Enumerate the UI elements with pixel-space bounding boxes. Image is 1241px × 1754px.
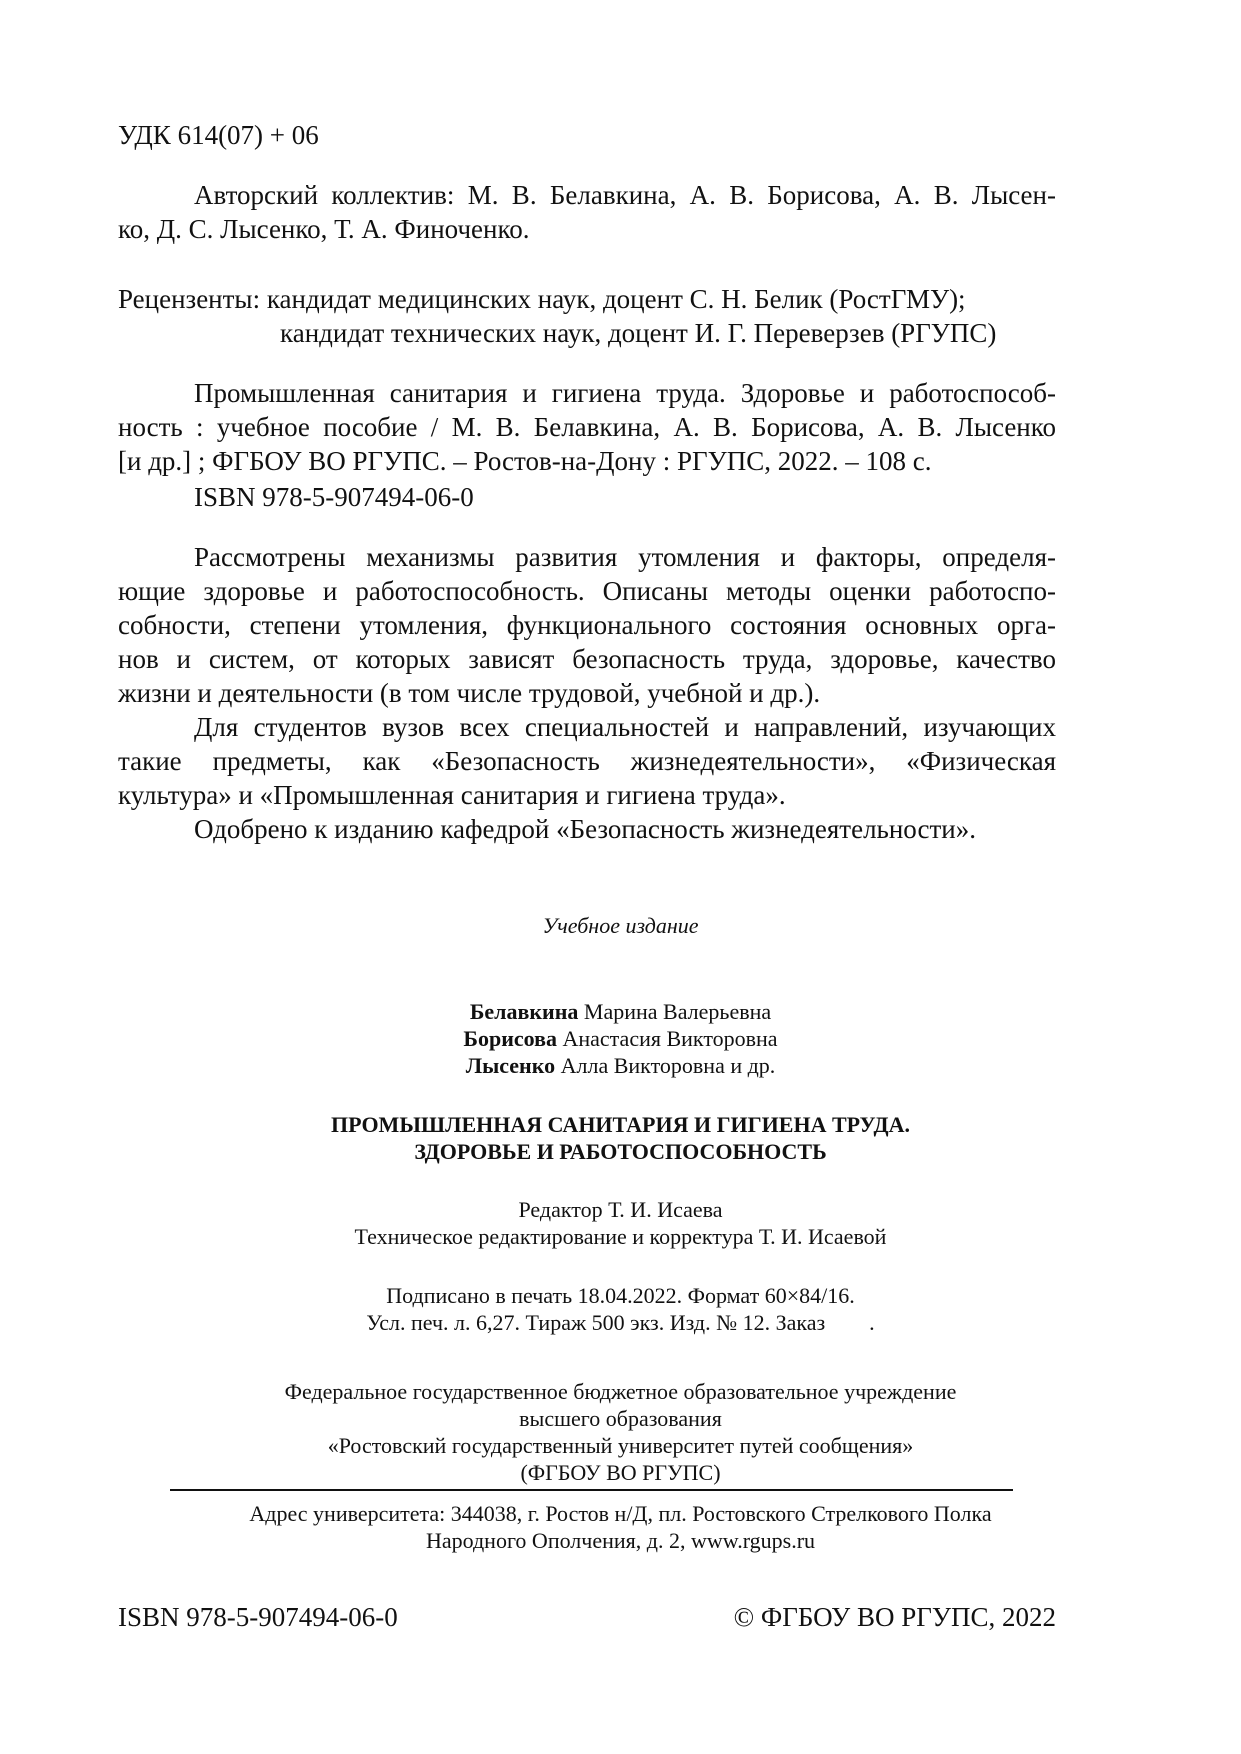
edition-type: Учебное издание xyxy=(542,913,699,938)
abstract-line-5: жизни и деятельности (в том числе трудовой, учебной и др.). xyxy=(118,678,821,708)
person-1-surname: Белавкина xyxy=(469,999,579,1024)
citation-line-1: Промышленная санитария и гигиена труда. Здоровье и работоспособ- xyxy=(194,378,1056,408)
publisher-line-4: (ФГБОУ ВО РГУПС) xyxy=(520,1460,721,1485)
print-info-line-1: Подписано в печать 18.04.2022. Формат 60×84/16. xyxy=(386,1283,855,1308)
footer-copyright: © ФГБОУ ВО РГУПС, 2022 xyxy=(733,1602,1056,1632)
person-2-name: Анастасия Викторовна xyxy=(556,1026,778,1051)
abstract-line-9: Одобрено к изданию кафедрой «Безопасность жизнедеятельности». xyxy=(194,814,976,844)
person-3-surname: Лысенко xyxy=(465,1053,556,1078)
address-line-2: Народного Ополчения, д. 2, www.rgups.ru xyxy=(425,1528,816,1553)
authors-line-2: ко, Д. С. Лысенко, Т. А. Финоченко. xyxy=(118,214,530,244)
udk-code: УДК 614(07) + 06 xyxy=(118,120,319,150)
person-3-name: Алла Викторовна и др. xyxy=(555,1053,776,1078)
publisher-line-3: «Ростовский государственный университет путей сообщения» xyxy=(327,1433,914,1458)
person-2 xyxy=(0,1025,1241,1052)
citation-line-3: [и др.] ; ФГБОУ ВО РГУПС. – Ростов-на-Дону : РГУПС, 2022. – 108 с. xyxy=(118,446,932,476)
publisher-line-2: высшего образования xyxy=(519,1406,722,1431)
authors-line-1: Авторский коллектив: М. В. Белавкина, А. В. Борисова, А. В. Лысен- xyxy=(194,180,1056,210)
citation-isbn: ISBN 978-5-907494-06-0 xyxy=(194,482,474,512)
book-title-line-1: ПРОМЫШЛЕННАЯ САНИТАРИЯ И ГИГИЕНА ТРУДА. xyxy=(331,1112,910,1137)
tech-editor-line: Техническое редактирование и корректура Т. И. Исаевой xyxy=(354,1224,887,1249)
reviewers-line-2: кандидат технических наук, доцент И. Г. Переверзев (РГУПС) xyxy=(280,318,997,348)
footer-isbn: ISBN 978-5-907494-06-0 xyxy=(118,1602,398,1632)
abstract-line-8: культура» и «Промышленная санитария и гигиена труда». xyxy=(118,780,786,810)
person-3 xyxy=(0,1052,1241,1079)
book-title-line-2: ЗДОРОВЬЕ И РАБОТОСПОСОБНОСТЬ xyxy=(414,1139,827,1164)
abstract-line-4: нов и систем, от которых зависят безопасность труда, здоровье, качество xyxy=(118,644,1056,674)
person-1-name: Марина Валерьевна xyxy=(578,999,772,1024)
print-info-line-2: Усл. печ. л. 6,27. Тираж 500 экз. Изд. № 12. Заказ . xyxy=(366,1310,875,1335)
abstract-line-7: такие предметы, как «Безопасность жизнедеятельности», «Физическая xyxy=(118,746,1056,776)
citation-line-2: ность : учебное пособие / М. В. Белавкина, А. В. Борисова, А. В. Лысенко xyxy=(118,412,1056,442)
publisher-line-1: Федеральное государственное бюджетное образовательное учреждение xyxy=(284,1379,957,1404)
person-2-surname: Борисова xyxy=(463,1026,557,1051)
editor-line: Редактор Т. И. Исаева xyxy=(518,1197,723,1222)
divider-line xyxy=(170,1489,1013,1491)
abstract-line-1: Рассмотрены механизмы развития утомления и факторы, определя- xyxy=(194,542,1056,572)
abstract-line-3: собности, степени утомления, функционального состояния основных орга- xyxy=(118,610,1056,640)
abstract-line-2: ющие здоровье и работоспособность. Описаны методы оценки работоспо- xyxy=(118,576,1056,606)
person-1 xyxy=(0,998,1241,1025)
address-line-1: Адрес университета: 344038, г. Ростов н/Д, пл. Ростовского Стрелкового Полка xyxy=(249,1501,992,1526)
reviewers-line-1: Рецензенты: кандидат медицинских наук, доцент С. Н. Белик (РостГМУ); xyxy=(118,284,966,314)
abstract-line-6: Для студентов вузов всех специальностей и направлений, изучающих xyxy=(194,712,1056,742)
